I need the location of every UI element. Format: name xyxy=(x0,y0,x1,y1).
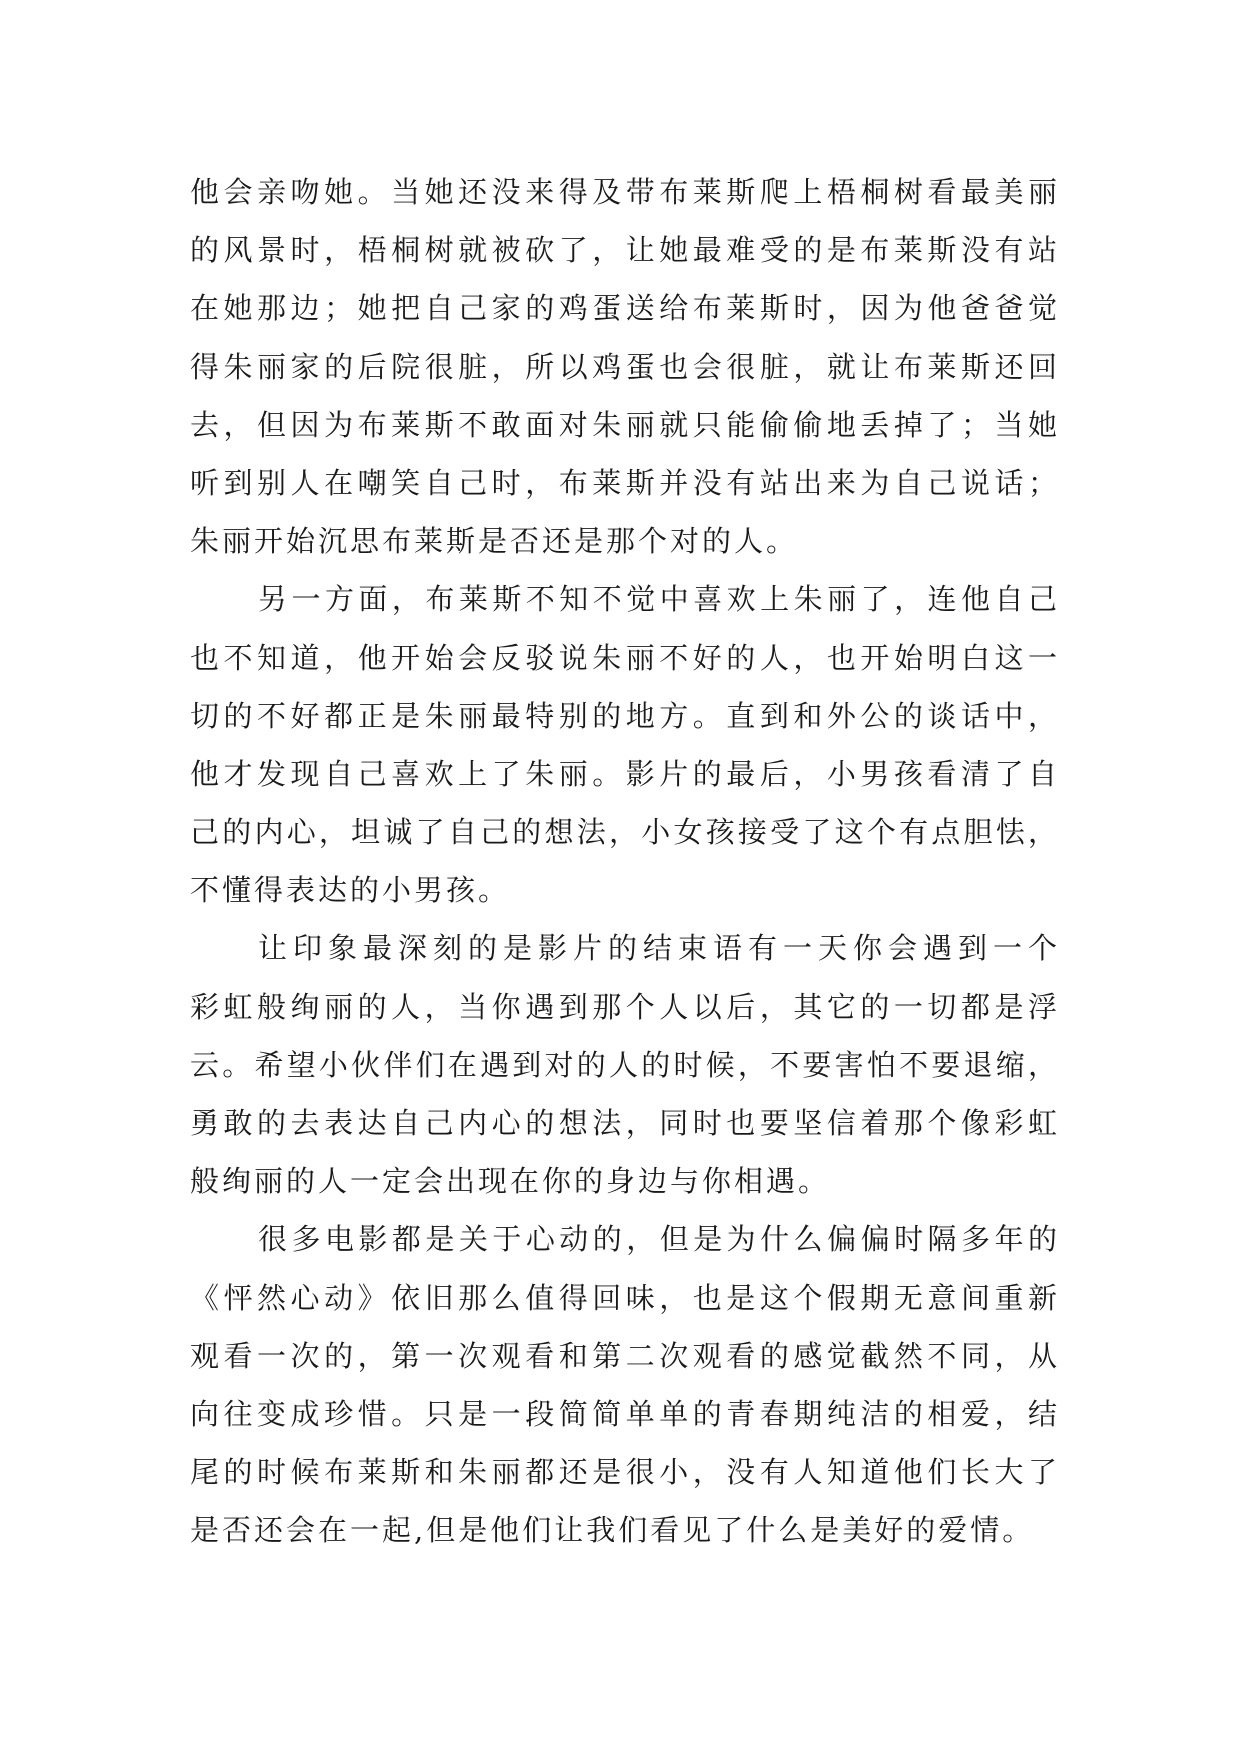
text-line: 是否还会在一起,但是他们让我们看见了什么是美好的爱情。 xyxy=(190,1513,1035,1548)
text-line: 他会亲吻她。当她还没来得及带布莱斯爬上梧桐树看最美丽 xyxy=(190,175,1060,209)
text-line: 不懂得表达的小男孩。 xyxy=(190,873,511,908)
paragraph-4 xyxy=(190,1210,1060,1559)
text-line: 向往变成珍惜。只是一段简简单单的青春期纯洁的相爱，结 xyxy=(190,1396,1060,1431)
text-line: 尾的时候布莱斯和朱丽都还是很小，没有人知道他们长大了 xyxy=(190,1455,1060,1490)
text-line: 他才发现自己喜欢上了朱丽。影片的最后，小男孩看清了自 xyxy=(190,756,1060,791)
text-line: 般绚丽的人一定会出现在你的身边与你相遇。 xyxy=(190,1164,831,1199)
text-line: 的风景时，梧桐树就被砍了，让她最难受的是布莱斯没有站 xyxy=(190,233,1060,268)
text-line: 朱丽开始沉思布莱斯是否还是那个对的人。 xyxy=(190,524,799,559)
text-line: 勇敢的去表达自己内心的想法，同时也要坚信着那个像彩虹 xyxy=(190,1106,1060,1140)
text-line: 听到别人在嘲笑自己时，布莱斯并没有站出来为自己说话； xyxy=(190,465,1060,500)
text-line: 彩虹般绚丽的人，当你遇到那个人以后，其它的一切都是浮 xyxy=(190,989,1060,1024)
text-line: 另一方面，布莱斯不知不觉中喜欢上朱丽了，连他自己 xyxy=(258,582,1060,617)
body-text xyxy=(190,163,1060,1560)
text-line: 切的不好都正是朱丽最特别的地方。直到和外公的谈话中， xyxy=(190,698,1060,733)
text-line: 在她那边；她把自己家的鸡蛋送给布莱斯时，因为他爸爸觉 xyxy=(190,291,1060,326)
text-line: 己的内心，坦诚了自己的想法，小女孩接受了这个有点胆怯， xyxy=(190,815,1060,850)
paragraph-2 xyxy=(190,570,1060,919)
text-line: 《怦然心动》依旧那么值得回味，也是这个假期无意间重新 xyxy=(190,1280,1060,1315)
text-line: 观看一次的，第一次观看和第二次观看的感觉截然不同，从 xyxy=(190,1338,1060,1373)
text-line: 云。希望小伙伴们在遇到对的人的时候，不要害怕不要退缩， xyxy=(190,1047,1060,1082)
text-line: 让印象最深刻的是影片的结束语有一天你会遇到一个 xyxy=(258,931,1060,966)
text-line: 很多电影都是关于心动的，但是为什么偏偏时隔多年的 xyxy=(258,1222,1060,1257)
text-line: 去，但因为布莱斯不敢面对朱丽就只能偷偷地丢掉了；当她 xyxy=(190,407,1060,442)
paragraph-3 xyxy=(190,919,1060,1210)
paragraph-1 xyxy=(190,163,1060,570)
text-line: 也不知道，他开始会反驳说朱丽不好的人，也开始明白这一 xyxy=(190,640,1060,675)
text-line: 得朱丽家的后院很脏，所以鸡蛋也会很脏，就让布莱斯还回 xyxy=(190,349,1060,384)
